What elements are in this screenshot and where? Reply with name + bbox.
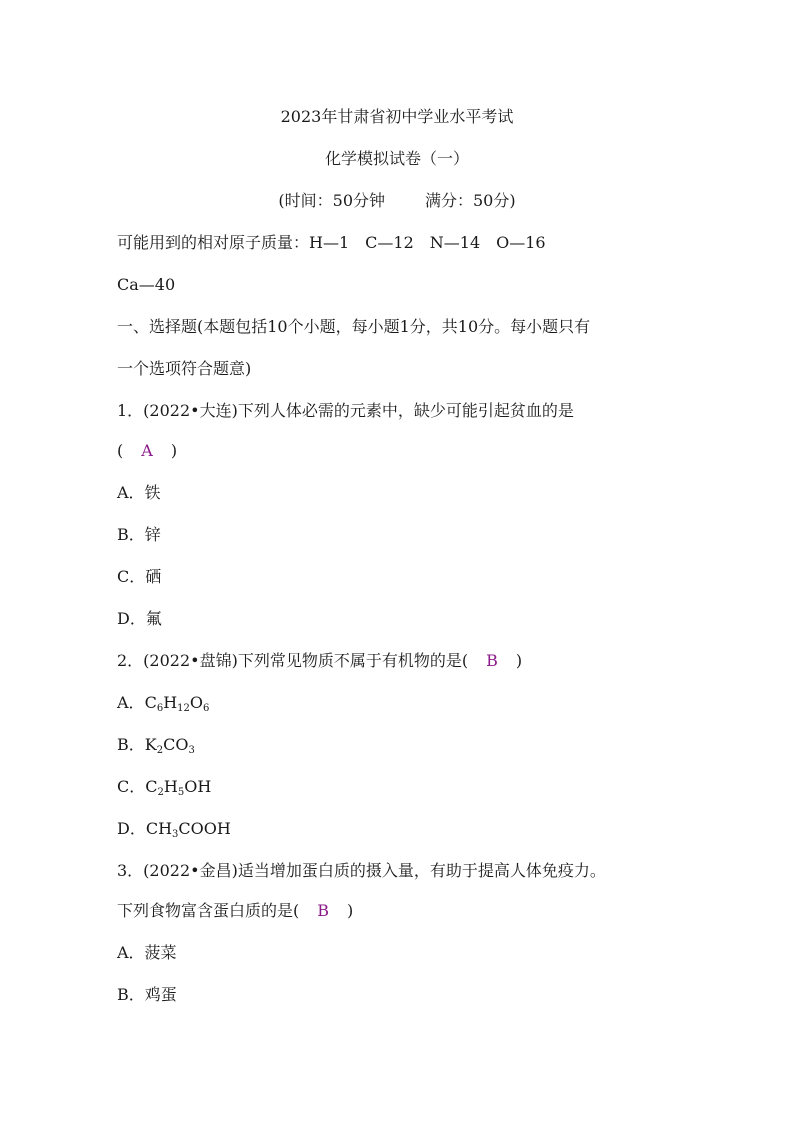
question-3-option-a: A．菠菜 bbox=[117, 943, 177, 962]
question-1-option-d: D．氟 bbox=[117, 609, 162, 628]
question-2-option-d: D．$CH_3COOH$ bbox=[117, 819, 231, 840]
question-3-stem-line2: 下列食物富含蛋白质的是( B ) bbox=[117, 901, 354, 920]
atomic-masses-line bbox=[117, 233, 546, 253]
exam-title: 2023年甘肃省初中学业水平考试 bbox=[280, 107, 514, 126]
question-1-answer: A bbox=[141, 441, 153, 460]
exam-time: (时间：50分钟 bbox=[278, 191, 385, 210]
atomic-masses-label: 可能用到的相对原子质量： bbox=[117, 233, 310, 252]
formula-glucose: $C_6H_{12}O_6$ bbox=[144, 693, 210, 714]
question-2-option-a: A．$C_6H_{12}O_6$ bbox=[117, 693, 210, 714]
question-3-option-b: B．鸡蛋 bbox=[117, 985, 177, 1004]
atomic-mass-ca: Ca—40 bbox=[117, 275, 176, 294]
exam-subtitle: 化学模拟试卷（一） bbox=[324, 149, 469, 168]
question-2-option-b: B．$K_2CO_3$ bbox=[117, 735, 195, 756]
formula-ethanol: $C_2H_5OH$ bbox=[145, 777, 212, 798]
formula-potassium-carbonate: $K_2CO_3$ bbox=[144, 735, 195, 756]
section1-heading-line2: 一个选项符合题意) bbox=[117, 359, 252, 378]
question-1-stem: 1．(2022•大连)下列人体必需的元素中，缺少可能引起贫血的是 bbox=[117, 401, 574, 420]
atomic-mass-c: C—12 bbox=[365, 233, 414, 252]
exam-score: 满分：50分) bbox=[425, 191, 516, 210]
atomic-mass-n: N—14 bbox=[429, 233, 481, 252]
question-3-answer: B bbox=[317, 901, 330, 920]
question-1-option-a: A．铁 bbox=[117, 483, 161, 502]
question-2-answer: B bbox=[486, 651, 498, 670]
formula-acetic-acid: $CH_3COOH$ bbox=[145, 819, 231, 840]
question-1-option-b: B．锌 bbox=[117, 525, 161, 544]
question-2-option-c: C．$C_2H_5OH$ bbox=[117, 777, 212, 798]
atomic-mass-o: O—16 bbox=[496, 233, 546, 252]
exam-time-score bbox=[0, 191, 794, 211]
question-3-stem-line1: 3．(2022•金昌)适当增加蛋白质的摄入量，有助于提高人体免疫力。 bbox=[117, 861, 606, 880]
question-1-answer-line: ( A ) bbox=[117, 441, 178, 460]
atomic-mass-h: H—1 bbox=[309, 233, 350, 252]
section1-heading-line1: 一、选择题(本题包括10个小题，每小题1分，共10分。每小题只有 bbox=[117, 317, 591, 336]
question-2-stem: 2．(2022•盘锦)下列常见物质不属于有机物的是( B ) bbox=[117, 651, 523, 670]
question-1-option-c: C．硒 bbox=[117, 567, 162, 586]
